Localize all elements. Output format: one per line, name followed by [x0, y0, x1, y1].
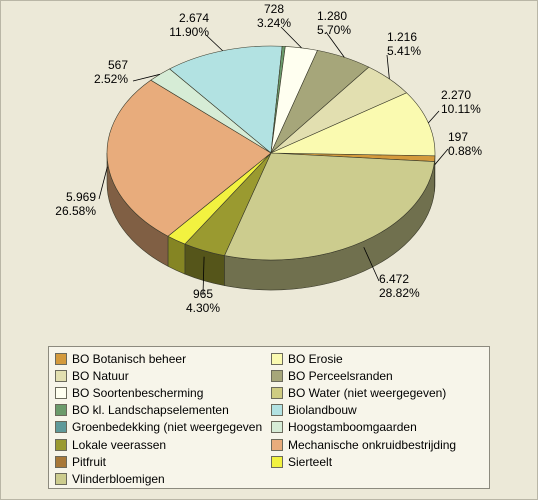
leader-line-bo-soortenbescherming: [281, 27, 302, 48]
data-label-percent-hoogstamboomgaarden: 2.52%: [93, 72, 128, 86]
legend-swatch: [55, 456, 67, 468]
legend-swatch: [55, 404, 67, 416]
legend-label: Mechanische onkruidbestrijding: [288, 437, 457, 452]
legend-swatch: [55, 421, 67, 433]
legend-label: BO Soortenbescherming: [72, 386, 204, 401]
legend-swatch: [271, 370, 283, 382]
data-label-value-mechanische-onkruidbestrijding: 5.969: [65, 190, 96, 204]
legend-label: Biolandbouw: [288, 403, 357, 418]
legend-swatch: [271, 404, 283, 416]
data-label-percent-bo-botanisch-beheer: 0.88%: [448, 144, 483, 158]
legend-label: Pitfruit: [72, 454, 107, 469]
legend-swatch: [55, 370, 67, 382]
legend-item-lokale-veerassen: [55, 437, 269, 453]
data-label-value-lokale-veerassen: 965: [192, 287, 214, 301]
legend-label: BO Water (niet weergegeven): [288, 386, 447, 401]
legend-label: Lokale veerassen: [72, 437, 167, 452]
legend-label: BO Perceelsranden: [288, 369, 393, 384]
legend-swatch: [271, 421, 283, 433]
legend: [48, 346, 490, 489]
legend-label: Vlinderbloemigen: [72, 471, 165, 486]
data-label-value-bo-erosie: 2.270: [441, 88, 472, 102]
legend-item-bo-natuur: [55, 368, 269, 384]
data-label-value-bo-botanisch-beheer: 197: [448, 130, 469, 144]
legend-item-groenbedekking-niet-weergegeven: [55, 419, 269, 435]
pie-chart: [1, 1, 538, 341]
legend-item-bo-botanisch-beheer: [55, 351, 269, 367]
legend-item-pitfruit: [55, 454, 269, 470]
data-label-percent-bo-perceelsranden: 5.70%: [317, 23, 352, 37]
leader-line-mechanische-onkruidbestrijding: [99, 167, 107, 199]
legend-item-mechanische-onkruidbestrijding: [271, 437, 485, 453]
legend-item-sierteelt: [271, 454, 485, 470]
data-label-percent-bo-soortenbescherming: 3.24%: [256, 16, 292, 30]
data-label-value-bo-perceelsranden: 1.280: [317, 9, 348, 23]
legend-item-bo-erosie: [271, 351, 485, 367]
legend-item-bo-perceelsranden: [271, 368, 485, 384]
legend-label: BO Natuur: [72, 369, 129, 384]
legend-item-bo-soortenbescherming: [55, 385, 269, 401]
data-label-value-bo-natuur: 1.216: [387, 30, 418, 44]
legend-item-biolandbouw: [271, 402, 485, 418]
legend-label: BO kl. Landschapselementen: [72, 403, 229, 418]
data-label-value-hoogstamboomgaarden: 567: [107, 58, 128, 72]
legend-label: Groenbedekking (niet weergegeven: [72, 420, 263, 435]
legend-label: Sierteelt: [288, 454, 333, 469]
legend-item-bo-kl-landschapselementen: [55, 402, 269, 418]
legend-swatch: [55, 473, 67, 485]
data-label-percent-biolandbouw: 11.90%: [169, 25, 209, 39]
data-label-percent-mechanische-onkruidbestrijding: 26.58%: [55, 204, 96, 218]
legend-item-bo-water-niet-weergegeven: [271, 385, 485, 401]
legend-swatch: [271, 439, 283, 451]
data-label-percent-vlinderbloemigen: 28.82%: [379, 286, 420, 300]
legend-swatch: [55, 439, 67, 451]
legend-item-hoogstamboomgaarden: [271, 419, 485, 435]
legend-swatch: [55, 353, 67, 365]
legend-swatch: [55, 387, 67, 399]
data-label-value-biolandbouw: 2.674: [178, 11, 209, 25]
legend-label: BO Botanisch beheer: [72, 352, 187, 366]
legend-swatch: [271, 353, 283, 365]
legend-label: Hoogstamboomgaarden: [288, 420, 417, 435]
legend-label: BO Erosie: [288, 352, 343, 366]
data-label-percent-lokale-veerassen: 4.30%: [185, 301, 221, 315]
data-label-percent-bo-erosie: 10.11%: [441, 102, 481, 116]
leader-line-bo-botanisch-beheer: [435, 149, 448, 165]
data-label-value-bo-soortenbescherming: 728: [263, 2, 285, 16]
leader-line-bo-natuur: [387, 55, 389, 79]
legend-swatch: [271, 387, 283, 399]
data-label-percent-bo-natuur: 5.41%: [387, 44, 422, 58]
leader-line-bo-erosie: [428, 111, 439, 123]
legend-swatch: [271, 456, 283, 468]
legend-item-vlinderbloemigen: [55, 471, 269, 487]
data-label-value-vlinderbloemigen: 6.472: [379, 272, 410, 286]
